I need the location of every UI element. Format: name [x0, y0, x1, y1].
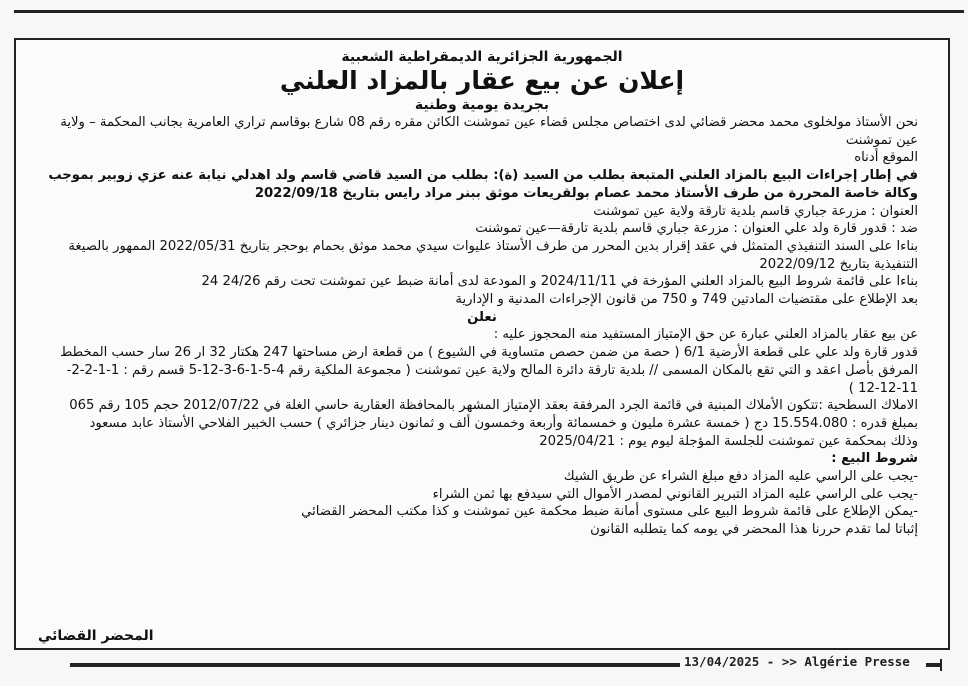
notice-subtitle: بجريدة يومية وطنية	[414, 97, 550, 113]
bailiff-signature: المحضر القضائي	[38, 628, 154, 644]
executive-title-paragraph: بناءا على السند التنفيذي المتمثل في عقد إقرار بدين المحرر من طرف الأستاذ عليوات سيدي محمد موثق بحمام بوحجر بتاريخ 2022/05/31 الممهور بالصيغة التنفيذية بتاريخ 2022/09/12	[68, 238, 918, 272]
footer-rule-cap	[940, 659, 942, 671]
conditions-list-paragraph: بناءا على قائمة شروط البيع بالمزاد العلني المؤرخة في 2024/11/11 و المودعة لدى أمانة ضبط عين تموشنت تحت رقم 24/26 24	[201, 274, 918, 290]
parcel-paragraph: قدور قارة ولد علي على قطعة الأرضية 6/1 ( حصة من ضمن حصص متساوية في الشيوع ) من قطعة ارض مساحتها 247 هكتار 32 ار 26 سار حسب المخطط المرفق بأصل اعقد و التي تقع بالمكان المسمى // بلدية تارقة دائرة المالح ولاية عين تموشنت ( مجموعة الملكية رقم 4-5-1-6-3-12-5 قسم رقم : 1-1-2-2-11-12-12 )	[60, 345, 918, 396]
address-line: العنوان : مزرعة جباري قاسم بلدية تارقة ولاية عين تموشنت	[593, 203, 918, 219]
condition-item: -يجب على الراسي عليه المزاد دفع مبلغ الشراء عن طريق الشيك	[563, 469, 918, 485]
signed-below-line: الموقع أدناه	[854, 150, 918, 166]
notice-frame	[14, 38, 950, 650]
closing-statement: إثباتا لما تقدم حررنا هذا المحضر في يومه كما يتطلبه القانون	[590, 522, 918, 538]
session-date-paragraph: وذلك بمحكمة عين تموشنت للجلسة المؤجلة ليوم يوم : 2025/04/21	[539, 433, 918, 449]
footer	[0, 652, 968, 672]
articles-paragraph: بعد الإطلاع على مقتضيات المادتين 749 و 750 من قانون الإجراءات المدنية و الإدارية	[455, 292, 918, 308]
notice-content	[46, 48, 918, 539]
conditions-title: شروط البيع :	[831, 451, 918, 467]
announce-word: نعلن	[467, 309, 497, 325]
condition-item: -يجب على الراسي عليه المزاد التبرير القانوني لمصدر الأموال التي سيدفع بها ثمن الشراء	[432, 486, 918, 502]
surface-properties-paragraph: الاملاك السطحية :تتكون الأملاك المبنية في قائمة الجرد المرفقة بعقد الإمتياز المشهر بالمحافظة العقارية حاسي الغلة في 2012/07/22 حجم 105 رقم 065	[69, 398, 918, 414]
footer-rule-left	[70, 663, 680, 667]
sale-paragraph: عن بيع عقار بالمزاد العلني عبارة عن حق الإمتياز المستفيد منه المحجوز عليه :	[493, 327, 918, 343]
top-rule	[14, 10, 964, 13]
condition-item: -يمكن الإطلاع على قائمة شروط البيع على مستوى أمانة ضبط محكمة عين تموشنت و كذا مكتب المحضر القضائي	[301, 504, 918, 520]
request-paragraph: في إطار إجراءات البيع بالمزاد العلني المتبعة بطلب من السيد (ة): بطلب من السيد قاضي قاسم ولد اهدلي نيابة عنه عزي زوبير بموجب وكالة خاصة المحررة من طرف الأستاذ محمد عصام بولقريعات موثق ببنر مراد رايس بتاريخ 2022/09/18	[48, 168, 918, 201]
price-paragraph: بمبلغ قدره : 15.554.080 دج ( خمسة عشرة مليون و خمسمائة وأربعة وخمسون ألف و ثمانون دينار جزائري ) حسب الخبير الفلاحي الأستاذ عابد مسعود	[89, 415, 918, 431]
against-line: ضد : قدور قارة ولد علي العنوان : مزرعة جباري قاسم بلدية تارقة—عين تموشنت	[475, 221, 918, 237]
notice-title: إعلان عن بيع عقار بالمزاد العلني	[279, 66, 685, 95]
intro-paragraph: نحن الأستاذ مولخلوى محمد محضر قضائي لدى اختصاص مجلس قضاء عين تموشنت الكائن مقره رقم 08 شارع بوقاسم تراري العامرية بجانب المحكمة – ولاية عين تموشنت	[60, 115, 918, 148]
notice-header: الجمهورية الجزائرية الديمقراطية الشعبية	[341, 49, 623, 65]
footer-source-text: 13/04/2025 - >> Algérie Presse	[684, 654, 910, 669]
